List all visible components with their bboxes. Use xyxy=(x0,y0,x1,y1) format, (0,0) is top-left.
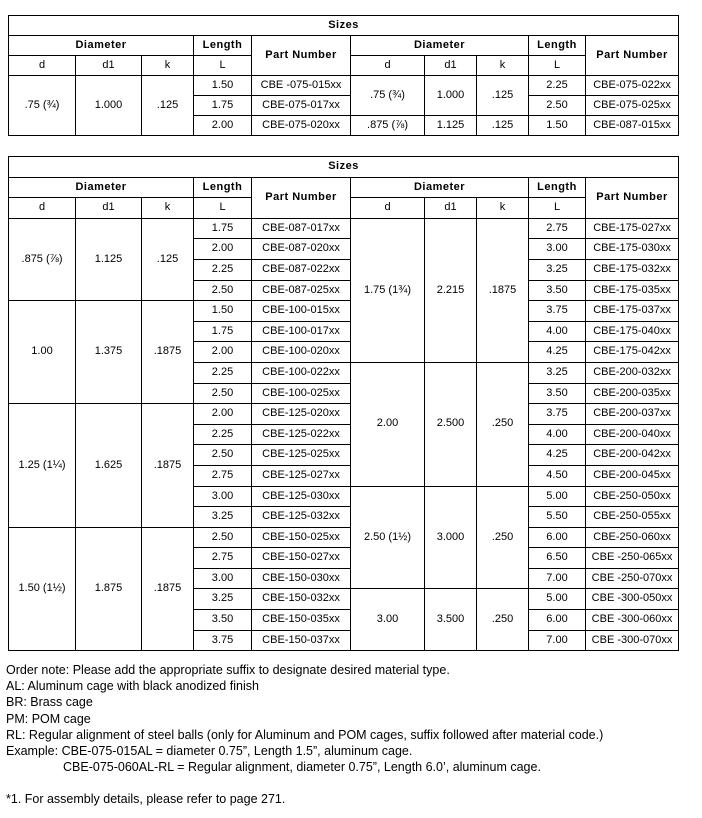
cell-part-number: CBE-200-042xx xyxy=(586,445,679,466)
cell-d1: 1.125 xyxy=(425,116,477,136)
cell-d1: 1.375 xyxy=(76,301,142,404)
col-d1: d1 xyxy=(425,56,477,76)
cell-part-number: CBE-150-030xx xyxy=(252,568,351,589)
part-number-header: Part Number xyxy=(252,36,351,76)
note-line: Order note: Please add the appropriate suffix to designate desired material type. xyxy=(6,663,450,677)
cell-k: .1875 xyxy=(477,218,529,362)
cell-d1: 2.500 xyxy=(425,362,477,486)
cell-k: .125 xyxy=(477,76,529,116)
cell-part-number: CBE-175-037xx xyxy=(586,301,679,322)
col-L: L xyxy=(529,198,586,219)
cell-L: 6.50 xyxy=(529,548,586,569)
col-k: k xyxy=(142,198,194,219)
cell-part-number: CBE-175-042xx xyxy=(586,342,679,363)
cell-part-number: CBE-175-032xx xyxy=(586,259,679,280)
note-line: PM: POM cage xyxy=(6,711,91,726)
cell-d1: 1.000 xyxy=(425,76,477,116)
cell-L: 6.00 xyxy=(529,610,586,631)
cell-L: 1.75 xyxy=(194,96,252,116)
cell-part-number: CBE-125-032xx xyxy=(252,507,351,528)
cell-d: .75 (¾) xyxy=(351,76,425,116)
cell-d: 2.00 xyxy=(351,362,425,486)
sizes-table-1 xyxy=(8,15,679,136)
cell-part-number: CBE-250-060xx xyxy=(586,527,679,548)
cell-part-number: CBE-250-050xx xyxy=(586,486,679,507)
cell-k: .125 xyxy=(142,76,194,136)
cell-L: 2.00 xyxy=(194,342,252,363)
col-d: d xyxy=(9,56,76,76)
cell-part-number: CBE -300-050xx xyxy=(586,589,679,610)
cell-part-number: CBE-100-015xx xyxy=(252,301,351,322)
col-k: k xyxy=(477,56,529,76)
diameter-header: Diameter xyxy=(351,36,529,56)
cell-L: 2.00 xyxy=(194,116,252,136)
col-d: d xyxy=(351,56,425,76)
cell-d1: 1.000 xyxy=(76,76,142,136)
cell-part-number: CBE-100-017xx xyxy=(252,321,351,342)
cell-L: 2.00 xyxy=(194,404,252,425)
cell-part-number: CBE-125-030xx xyxy=(252,486,351,507)
diameter-header: Diameter xyxy=(9,36,194,56)
cell-part-number: CBE-200-040xx xyxy=(586,424,679,445)
cell-k: .1875 xyxy=(142,301,194,404)
part-number-header: Part Number xyxy=(586,177,679,218)
cell-k: .1875 xyxy=(142,404,194,528)
cell-k: .250 xyxy=(477,589,529,651)
cell-d: .75 (¾) xyxy=(9,76,76,136)
sizes-table-2 xyxy=(8,156,679,651)
cell-d1: 3.000 xyxy=(425,486,477,589)
part-number-header: Part Number xyxy=(252,177,351,218)
col-d: d xyxy=(351,198,425,219)
cell-part-number: CBE-125-025xx xyxy=(252,445,351,466)
cell-part-number: CBE-150-032xx xyxy=(252,589,351,610)
cell-L: 2.75 xyxy=(194,465,252,486)
col-L: L xyxy=(529,56,586,76)
footnote-text: *1. For assembly details, please refer to page xyxy=(6,792,258,806)
cell-L: 2.50 xyxy=(194,383,252,404)
cell-L: 3.25 xyxy=(194,589,252,610)
cell-L: 2.50 xyxy=(529,96,586,116)
cell-L: 4.50 xyxy=(529,465,586,486)
col-L: L xyxy=(194,198,252,219)
footnote xyxy=(6,792,285,806)
cell-L: 2.75 xyxy=(529,218,586,239)
cell-L: 4.00 xyxy=(529,424,586,445)
length-header: Length xyxy=(194,36,252,56)
cell-L: 4.25 xyxy=(529,342,586,363)
cell-d: .875 (⅞) xyxy=(9,218,76,300)
order-notes xyxy=(6,662,603,775)
cell-part-number: CBE-175-040xx xyxy=(586,321,679,342)
cell-d: 2.50 (1½) xyxy=(351,486,425,589)
cell-k: .125 xyxy=(142,218,194,300)
cell-L: 1.50 xyxy=(529,116,586,136)
cell-L: 2.75 xyxy=(194,548,252,569)
note-line: BR: Brass cage xyxy=(6,695,93,710)
cell-part-number: CBE-150-027xx xyxy=(252,548,351,569)
cell-L: 2.25 xyxy=(194,424,252,445)
cell-L: 3.25 xyxy=(529,362,586,383)
cell-L: 1.50 xyxy=(194,76,252,96)
col-d1: d1 xyxy=(76,56,142,76)
cell-L: 3.50 xyxy=(194,610,252,631)
cell-d1: 2.215 xyxy=(425,218,477,362)
table-row xyxy=(9,527,679,548)
cell-part-number: CBE-175-035xx xyxy=(586,280,679,301)
cell-L: 3.50 xyxy=(529,383,586,404)
cell-L: 3.00 xyxy=(194,486,252,507)
cell-part-number: CBE-087-015xx xyxy=(586,116,679,136)
cell-k: .250 xyxy=(477,486,529,589)
cell-part-number: CBE-175-030xx xyxy=(586,239,679,260)
cell-d1: 3.500 xyxy=(425,589,477,651)
cell-L: 2.00 xyxy=(194,239,252,260)
cell-L: 1.50 xyxy=(194,301,252,322)
cell-L: 5.50 xyxy=(529,507,586,528)
col-L: L xyxy=(194,56,252,76)
cell-part-number: CBE-200-045xx xyxy=(586,465,679,486)
cell-L: 3.75 xyxy=(194,630,252,651)
cell-k: .250 xyxy=(477,362,529,486)
cell-part-number: CBE -250-065xx xyxy=(586,548,679,569)
cell-L: 1.75 xyxy=(194,218,252,239)
cell-L: 3.00 xyxy=(529,239,586,260)
cell-part-number: CBE-150-037xx xyxy=(252,630,351,651)
cell-part-number: CBE-087-022xx xyxy=(252,259,351,280)
cell-part-number: CBE-087-025xx xyxy=(252,280,351,301)
note-line: RL: Regular alignment of steel balls (only for Aluminum and POM cages, suffix followed after material code.) xyxy=(6,727,604,742)
length-header: Length xyxy=(194,177,252,198)
cell-part-number: CBE-125-020xx xyxy=(252,404,351,425)
length-header: Length xyxy=(529,177,586,198)
cell-L: 7.00 xyxy=(529,568,586,589)
note-line: AL: Aluminum cage with black anodized finish xyxy=(6,679,259,694)
cell-L: 2.25 xyxy=(529,76,586,96)
cell-part-number: CBE-200-037xx xyxy=(586,404,679,425)
cell-L: 2.50 xyxy=(194,445,252,466)
cell-d1: 1.625 xyxy=(76,404,142,528)
cell-d: 3.00 xyxy=(351,589,425,651)
cell-d1: 1.125 xyxy=(76,218,142,300)
cell-part-number: CBE-075-017xx xyxy=(252,96,351,116)
col-d: d xyxy=(9,198,76,219)
cell-L: 3.25 xyxy=(194,507,252,528)
cell-d: 1.25 (1¼) xyxy=(9,404,76,528)
part-number-header: Part Number xyxy=(586,36,679,76)
cell-L: 1.75 xyxy=(194,321,252,342)
cell-part-number: CBE-087-020xx xyxy=(252,239,351,260)
cell-d1: 1.875 xyxy=(76,527,142,651)
cell-part-number: CBE-200-035xx xyxy=(586,383,679,404)
cell-L: 2.25 xyxy=(194,362,252,383)
col-d1: d1 xyxy=(76,198,142,219)
cell-part-number: CBE-100-025xx xyxy=(252,383,351,404)
col-d1: d1 xyxy=(425,198,477,219)
cell-L: 7.00 xyxy=(529,630,586,651)
cell-part-number: CBE-075-025xx xyxy=(586,96,679,116)
cell-part-number: CBE -300-070xx xyxy=(586,630,679,651)
col-k: k xyxy=(142,56,194,76)
table-row xyxy=(9,301,679,322)
cell-L: 2.50 xyxy=(194,527,252,548)
cell-L: 5.00 xyxy=(529,589,586,610)
cell-L: 3.75 xyxy=(529,301,586,322)
cell-part-number: CBE-125-027xx xyxy=(252,465,351,486)
cell-L: 3.25 xyxy=(529,259,586,280)
cell-L: 3.75 xyxy=(529,404,586,425)
footnote-page: 271. xyxy=(261,792,286,806)
cell-part-number: CBE-075-022xx xyxy=(586,76,679,96)
col-k: k xyxy=(477,198,529,219)
cell-d: .875 (⅞) xyxy=(351,116,425,136)
cell-L: 4.00 xyxy=(529,321,586,342)
cell-part-number: CBE-150-025xx xyxy=(252,527,351,548)
cell-part-number: CBE-125-022xx xyxy=(252,424,351,445)
cell-part-number: CBE -250-070xx xyxy=(586,568,679,589)
note-line: Example: CBE-075-015AL = diameter 0.75”, Length 1.5”, aluminum cage. xyxy=(6,744,413,759)
table-row xyxy=(9,404,679,425)
cell-part-number: CBE-175-027xx xyxy=(586,218,679,239)
cell-part-number: CBE -075-015xx xyxy=(252,76,351,96)
cell-L: 4.25 xyxy=(529,445,586,466)
table-row xyxy=(9,218,679,239)
cell-part-number: CBE-075-020xx xyxy=(252,116,351,136)
cell-part-number: CBE-250-055xx xyxy=(586,507,679,528)
table-row xyxy=(9,76,679,96)
cell-part-number: CBE-100-022xx xyxy=(252,362,351,383)
cell-L: 2.50 xyxy=(194,280,252,301)
cell-part-number: CBE-087-017xx xyxy=(252,218,351,239)
cell-part-number: CBE-200-032xx xyxy=(586,362,679,383)
cell-d: 1.75 (1¾) xyxy=(351,218,425,362)
cell-d: 1.50 (1½) xyxy=(9,527,76,651)
diameter-header: Diameter xyxy=(351,177,529,198)
note-line: CBE-075-060AL-RL = Regular alignment, diameter 0.75”, Length 6.0’, aluminum cage. xyxy=(63,760,541,775)
cell-k: .1875 xyxy=(142,527,194,651)
sizes-header: Sizes xyxy=(9,157,679,178)
cell-L: 2.25 xyxy=(194,259,252,280)
cell-L: 3.00 xyxy=(194,568,252,589)
cell-L: 6.00 xyxy=(529,527,586,548)
cell-L: 3.50 xyxy=(529,280,586,301)
cell-k: .125 xyxy=(477,116,529,136)
length-header: Length xyxy=(529,36,586,56)
sizes-header: Sizes xyxy=(9,16,679,36)
diameter-header: Diameter xyxy=(9,177,194,198)
cell-part-number: CBE-150-035xx xyxy=(252,610,351,631)
cell-part-number: CBE-100-020xx xyxy=(252,342,351,363)
cell-L: 5.00 xyxy=(529,486,586,507)
cell-part-number: CBE -300-060xx xyxy=(586,610,679,631)
cell-d: 1.00 xyxy=(9,301,76,404)
